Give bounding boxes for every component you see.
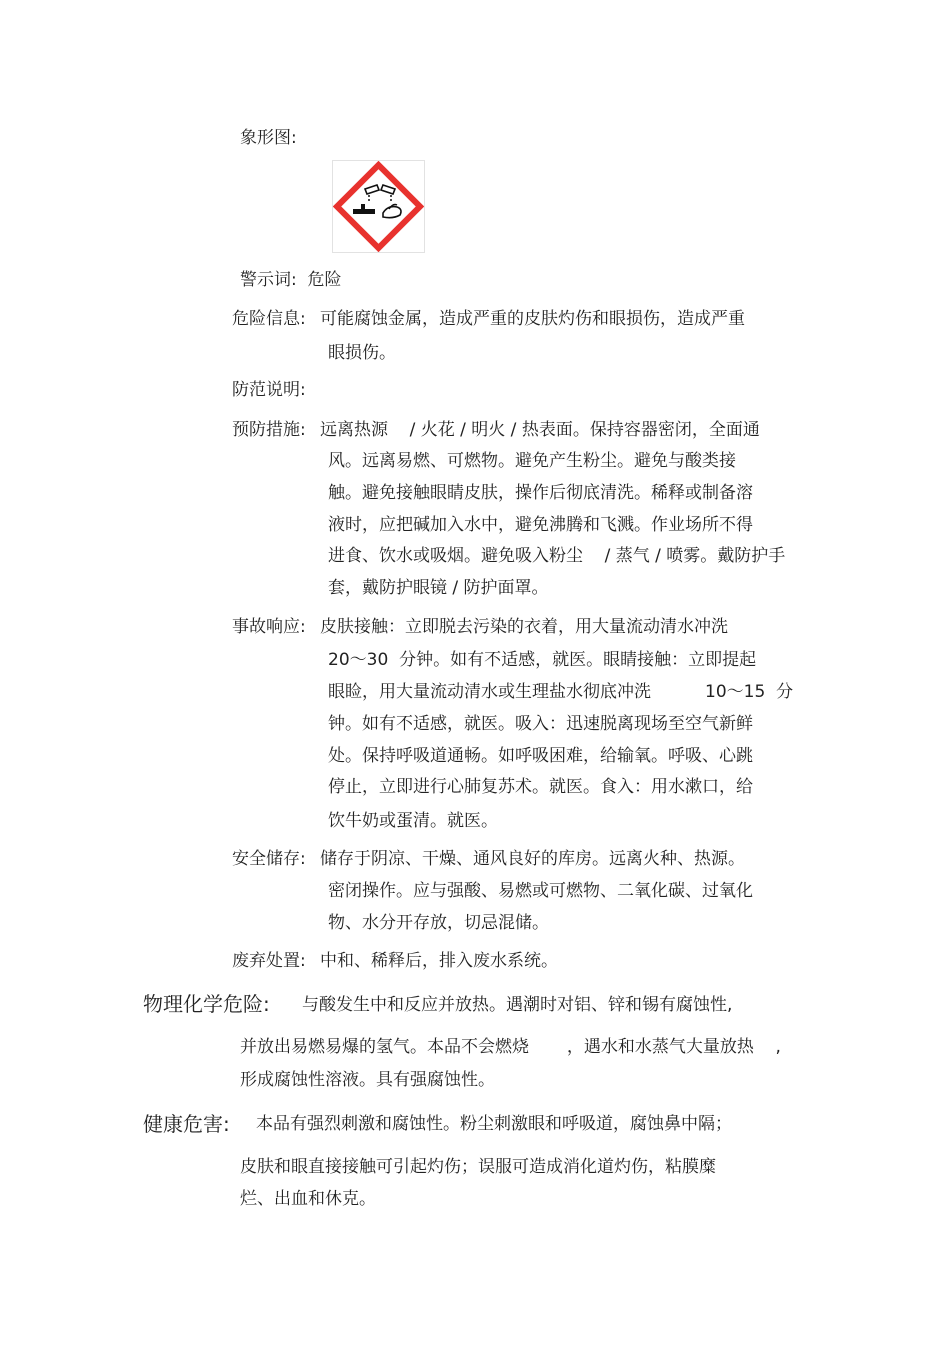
disposal-label: 废弃处置: — [232, 951, 306, 971]
hazard-info-line: 眼损伤。 — [328, 343, 396, 363]
response-line: 饮牛奶或蛋清。就医。 — [328, 811, 498, 831]
prevention-label: 预防措施: — [232, 420, 306, 440]
response-line: 眼睑，用大量流动清水或生理盐水彻底冲洗 10～15 分 — [328, 682, 794, 702]
hazard-info-line: 可能腐蚀金属，造成严重的皮肤灼伤和眼损伤，造成严重 — [320, 309, 745, 329]
storage-line: 密闭操作。应与强酸、易燃或可燃物、二氧化碳、过氧化 — [328, 881, 753, 901]
prevention-line: 液时，应把碱加入水中，避免沸腾和飞溅。作业场所不得 — [328, 515, 753, 535]
storage-line: 物、水分开存放，切忌混储。 — [328, 913, 549, 933]
storage-line: 储存于阴凉、干燥、通风良好的库房。远离火种、热源。 — [320, 849, 745, 869]
response-line: 钟。如有不适感，就医。吸入：迅速脱离现场至空气新鲜 — [328, 714, 753, 734]
response-line: 20～30 分钟。如有不适感，就医。眼睛接触：立即提起 — [328, 650, 757, 670]
prevention-line: 套，戴防护眼镜 / 防护面罩。 — [328, 578, 549, 598]
disposal-text: 中和、稀释后，排入废水系统。 — [320, 951, 558, 971]
response-line: 处。保持呼吸道通畅。如呼吸困难，给输氧。呼吸、心跳 — [328, 746, 753, 766]
health-hazard-line: 皮肤和眼直接接触可引起灼伤；误服可造成消化道灼伤，粘膜糜 — [240, 1157, 716, 1177]
health-hazard-line: 本品有强烈刺激和腐蚀性。粉尘刺激眼和呼吸道，腐蚀鼻中隔； — [256, 1114, 732, 1134]
physical-hazard-line: 形成腐蚀性溶液。具有强腐蚀性。 — [240, 1070, 495, 1090]
health-hazard-line: 烂、出血和休克。 — [240, 1189, 376, 1209]
prevention-line: 触。避免接触眼睛皮肤，操作后彻底清洗。稀释或制备溶 — [328, 483, 753, 503]
health-hazard-label: 健康危害: — [143, 1112, 230, 1136]
prevention-line: 远离热源 / 火花 / 明火 / 热表面。保持容器密闭，全面通 — [320, 420, 760, 440]
prevention-line: 进食、饮水或吸烟。避免吸入粉尘 / 蒸气 / 喷雾。戴防护手 — [328, 546, 786, 566]
prevention-line: 风。远离易燃、可燃物。避免产生粉尘。避免与酸类接 — [328, 451, 736, 471]
response-line: 皮肤接触：立即脱去污染的衣着，用大量流动清水冲洗 — [320, 617, 728, 637]
signal-word: 警示词: 危险 — [240, 270, 342, 290]
physical-hazard-label: 物理化学危险: — [143, 992, 270, 1016]
response-label: 事故响应: — [232, 617, 306, 637]
pictogram-label: 象形图: — [240, 128, 297, 148]
physical-hazard-line: 并放出易燃易爆的氢气。本品不会燃烧 ，遇水和水蒸气大量放热 , — [240, 1037, 781, 1057]
corrosion-pictogram-icon — [332, 160, 425, 253]
response-line: 停止，立即进行心肺复苏术。就医。食入：用水漱口，给 — [328, 777, 753, 797]
precaution-label: 防范说明: — [232, 380, 306, 400]
storage-label: 安全储存: — [232, 849, 306, 869]
physical-hazard-line: 与酸发生中和反应并放热。遇潮时对铝、锌和锡有腐蚀性, — [302, 995, 733, 1015]
hazard-info-label: 危险信息: — [232, 309, 306, 329]
